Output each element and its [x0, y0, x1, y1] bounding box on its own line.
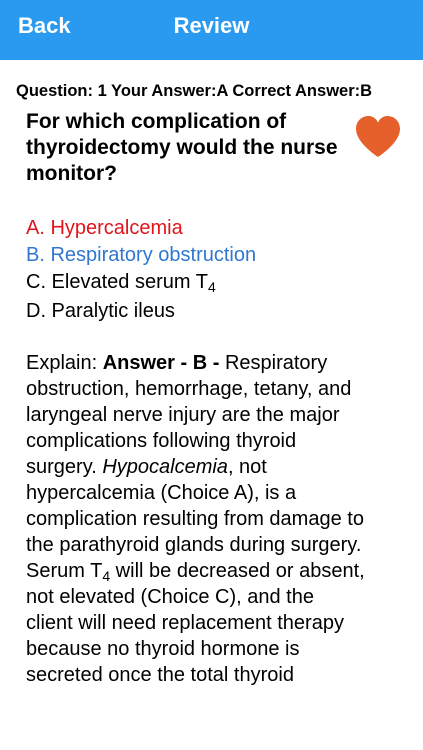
explain-subscript: 4	[102, 568, 111, 584]
question-text: For which complication of thyroidectomy would the nurse monitor?	[26, 110, 338, 185]
heart-shape	[356, 116, 400, 157]
navigation-bar	[0, 0, 423, 60]
page-title: Review	[173, 13, 250, 38]
explain-text-2: , not hypercalcemia (Choice A), is a complication resulting from damage to the parathyroid glands during surgery. Serum T	[26, 456, 364, 582]
option-a[interactable]: A. Hypercalcemia	[26, 217, 183, 239]
option-d[interactable]: D. Paralytic ileus	[26, 300, 175, 322]
option-c-subscript: 4	[207, 279, 216, 295]
answer-options	[26, 215, 256, 324]
option-c-text: C. Elevated serum T	[26, 271, 208, 293]
option-b[interactable]: B. Respiratory obstruction	[26, 244, 257, 266]
explain-hypocalcemia: Hypocalcemia	[102, 456, 228, 478]
option-c[interactable]	[26, 269, 256, 295]
heart-icon[interactable]	[354, 115, 402, 159]
explain-answer: Answer - B -	[102, 352, 220, 374]
explain-label: Explain:	[26, 352, 103, 374]
explanation	[26, 350, 366, 688]
back-button[interactable]: Back	[18, 13, 71, 38]
answer-summary: Question: 1 Your Answer:A Correct Answer:B	[16, 82, 373, 100]
explain-text-3: will be decreased or absent, not elevated (Choice C), and the client will need replacement therapy because no thyroid hormone is secreted once the total thyroid	[26, 560, 365, 686]
explain-text-1: Respiratory obstruction, hemorrhage, tetany, and laryngeal nerve injury are the major complications following thyroid surgery.	[26, 352, 352, 478]
